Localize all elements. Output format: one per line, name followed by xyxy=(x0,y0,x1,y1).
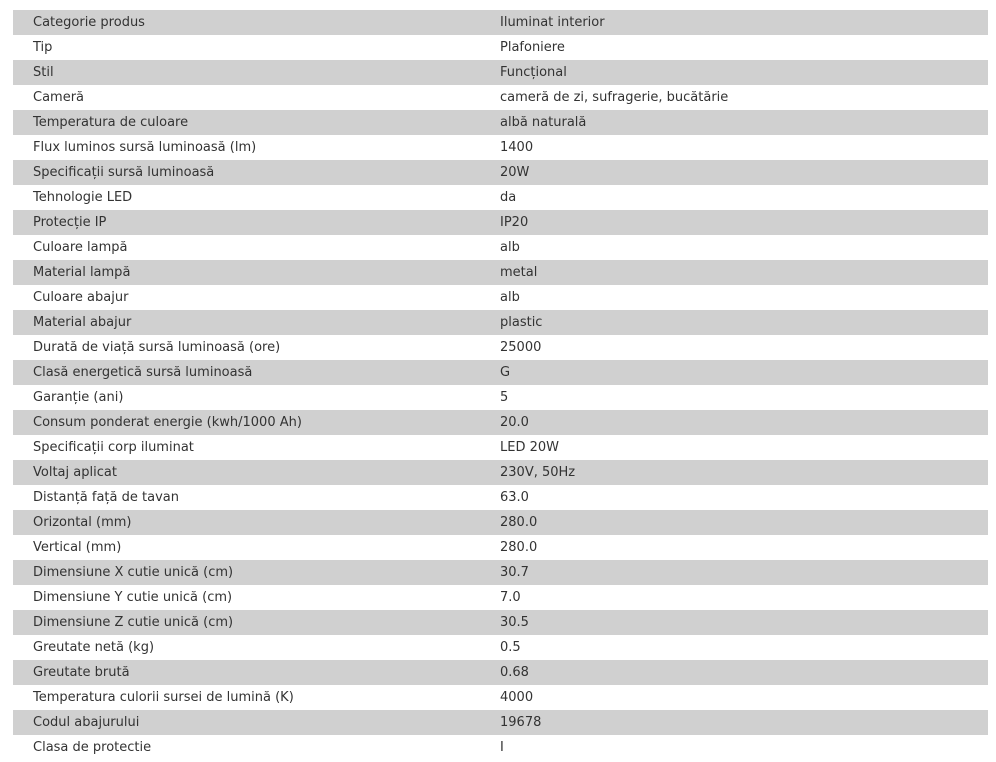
spec-label: Tehnologie LED xyxy=(33,190,133,205)
spec-value: 30.7 xyxy=(500,565,529,580)
spec-row xyxy=(13,210,988,235)
spec-label: Clasă energetică sursă luminoasă xyxy=(33,365,253,380)
spec-label: Stil xyxy=(33,65,54,80)
spec-label: Cameră xyxy=(33,90,85,105)
spec-label: Distanță față de tavan xyxy=(33,490,179,505)
spec-value: 0.5 xyxy=(500,640,521,655)
spec-label: Categorie produs xyxy=(33,15,145,30)
spec-value: 280.0 xyxy=(500,515,538,530)
spec-row xyxy=(13,610,988,635)
spec-value: 5 xyxy=(500,390,509,405)
spec-value: 20W xyxy=(500,165,530,180)
spec-value: 0.68 xyxy=(500,665,529,680)
spec-label: Dimensiune X cutie unică (cm) xyxy=(33,565,234,580)
spec-value: IP20 xyxy=(500,215,529,230)
spec-row xyxy=(13,485,988,510)
spec-value: I xyxy=(500,740,504,755)
spec-value: da xyxy=(500,190,517,205)
spec-value: 1400 xyxy=(500,140,534,155)
spec-label: Protecție IP xyxy=(33,215,107,230)
spec-row xyxy=(13,10,988,35)
spec-label: Codul abajurului xyxy=(33,715,140,730)
spec-value: 230V, 50Hz xyxy=(500,465,576,480)
spec-label: Dimensiune Z cutie unică (cm) xyxy=(33,615,234,630)
spec-row xyxy=(13,335,988,360)
spec-label: Specificații corp iluminat xyxy=(33,440,194,455)
spec-value: 7.0 xyxy=(500,590,521,605)
spec-label: Flux luminos sursă luminoasă (lm) xyxy=(33,140,257,155)
spec-row xyxy=(13,510,988,535)
spec-label: Voltaj aplicat xyxy=(33,465,117,480)
spec-label: Dimensiune Y cutie unică (cm) xyxy=(33,590,233,605)
spec-row xyxy=(13,585,988,610)
spec-value: metal xyxy=(500,265,538,280)
spec-row xyxy=(13,60,988,85)
spec-label: Specificații sursă luminoasă xyxy=(33,165,215,180)
spec-value: 4000 xyxy=(500,690,534,705)
spec-row xyxy=(13,160,988,185)
spec-value: cameră de zi, sufragerie, bucătărie xyxy=(500,90,729,105)
spec-label: Temperatura culorii sursei de lumină (K) xyxy=(33,690,294,705)
spec-value: 19678 xyxy=(500,715,542,730)
spec-row xyxy=(13,410,988,435)
spec-row xyxy=(13,560,988,585)
spec-row xyxy=(13,535,988,560)
spec-label: Greutate netă (kg) xyxy=(33,640,155,655)
spec-row xyxy=(13,435,988,460)
spec-row xyxy=(13,35,988,60)
spec-value: Plafoniere xyxy=(500,40,565,55)
spec-row xyxy=(13,710,988,735)
spec-label: Durată de viață sursă luminoasă (ore) xyxy=(33,340,281,355)
spec-label: Culoare abajur xyxy=(33,290,129,305)
spec-value: 30.5 xyxy=(500,615,529,630)
spec-row xyxy=(13,235,988,260)
spec-row xyxy=(13,385,988,410)
spec-value: alb xyxy=(500,240,520,255)
spec-label: Material abajur xyxy=(33,315,132,330)
spec-label: Clasa de protectie xyxy=(33,740,152,755)
spec-label: Orizontal (mm) xyxy=(33,515,132,530)
spec-row xyxy=(13,460,988,485)
spec-label: Tip xyxy=(33,40,53,55)
spec-value: 63.0 xyxy=(500,490,529,505)
spec-row xyxy=(13,310,988,335)
spec-label: Culoare lampă xyxy=(33,240,128,255)
spec-value: Funcțional xyxy=(500,65,567,80)
spec-value: LED 20W xyxy=(500,440,559,455)
spec-value: 280.0 xyxy=(500,540,538,555)
spec-value: Iluminat interior xyxy=(500,15,605,30)
spec-row xyxy=(13,735,988,760)
spec-value: 25000 xyxy=(500,340,542,355)
spec-value: albă naturală xyxy=(500,115,587,130)
product-specs-table xyxy=(13,10,988,760)
spec-label: Garanție (ani) xyxy=(33,390,124,405)
spec-row xyxy=(13,635,988,660)
spec-label: Temperatura de culoare xyxy=(33,115,189,130)
spec-row xyxy=(13,685,988,710)
spec-label: Material lampă xyxy=(33,265,131,280)
spec-table-body xyxy=(13,10,988,760)
spec-label: Consum ponderat energie (kwh/1000 Ah) xyxy=(33,415,302,430)
spec-row xyxy=(13,260,988,285)
spec-row xyxy=(13,360,988,385)
spec-value: alb xyxy=(500,290,520,305)
spec-value: G xyxy=(500,365,511,380)
spec-row xyxy=(13,285,988,310)
spec-value: 20.0 xyxy=(500,415,529,430)
spec-row xyxy=(13,135,988,160)
spec-row xyxy=(13,110,988,135)
spec-row xyxy=(13,85,988,110)
spec-label: Greutate brută xyxy=(33,665,130,680)
spec-label: Vertical (mm) xyxy=(33,540,122,555)
spec-value: plastic xyxy=(500,315,543,330)
spec-row xyxy=(13,185,988,210)
spec-row xyxy=(13,660,988,685)
